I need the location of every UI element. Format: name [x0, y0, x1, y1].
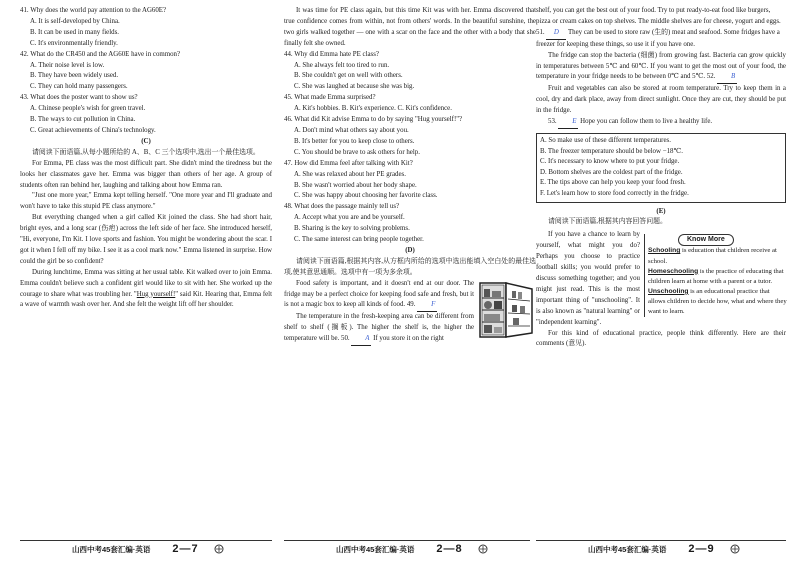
- box-option-c: C. It's necessary to know where to put your fridge.: [540, 158, 680, 166]
- publisher-logo-icon: [469, 544, 497, 554]
- option-44c: C. She was laughed at because she was big.: [294, 83, 415, 91]
- answer-52[interactable]: B: [717, 72, 737, 84]
- footer-title: 山西中考45套汇编·英语: [588, 544, 667, 554]
- footer-title: 山西中考45套汇编·英语: [336, 544, 415, 554]
- option-48c: C. The same interest can bring people together.: [294, 236, 424, 244]
- option-41a: A. It is self-developed by China.: [30, 17, 120, 25]
- para-4-text: During lunchtime, Emma was sitting at her usual table. Kit walked over to join Emma. Emma couldn't believe such a confident girl would like to sit with her. She worked up the courage to share what was troubling her. ": [20, 268, 272, 298]
- answer-50[interactable]: A: [351, 334, 371, 346]
- know-more-box: [644, 234, 788, 317]
- option-46b: B. It's better for you to keep close to others.: [294, 137, 415, 145]
- option-42a: A. Their noise level is low.: [30, 61, 105, 69]
- passage-d-para-4: [536, 51, 786, 85]
- passage-e-para-2: For this kind of educational practice, people think differently. Here are their comments (意见).: [536, 329, 786, 348]
- para-4-text-end: " said Kit. Hearing that, Emma felt a wave of warmth wash over her. And she felt the weight lift off her shoulder.: [20, 290, 273, 309]
- passage-c-para-1: For Emma, PE class was the most difficult part. She didn't mind the tiredness but the looks her classmates gave her. Emma was bigger than others of her age. A group of students often ran behind her, laughing and talking about how Emma ran.: [20, 159, 272, 189]
- section-d-instructions: 请阅读下面语篇,根据其内容,从方框内所给的选项中选出能填入空白处的最佳选项,使其意思通顺。选项中有一项为多余项。: [284, 257, 536, 276]
- passage-d-text-3b: They can be used to store raw (生的) meat and seafood. Some fridges have a freezer for keeping these things, so use it if you have one.: [536, 28, 780, 48]
- answer-53[interactable]: E: [558, 117, 578, 129]
- box-option-f: F. Let's learn how to store food correctly in the fridge.: [540, 189, 689, 197]
- column-left: [20, 6, 272, 311]
- box-option-e: E. The tips above can help you keep your food fresh.: [540, 179, 686, 187]
- column-middle: [284, 6, 536, 346]
- box-option-b: B. The freezer temperature should be below −18℃.: [540, 147, 683, 155]
- question-45: 45. What made Emma surprised?: [284, 94, 376, 102]
- term-unschooling-def: is an educational practice that allows children to decide how, what and where they want to learn.: [648, 287, 787, 315]
- passage-d-text-1: Food safety is important, and it doesn't end at our door. The fridge may be a perfect choice for keeping food safe and fresh, but it is not a magic box to keep all kinds of food. 49.: [284, 279, 474, 309]
- term-schooling-label: Schooling: [648, 247, 681, 255]
- passage-d-text-2: The temperature in the fresh-keeping area can be different from shelf to shelf (搁板). The higher the shelf is, the higher the temperature will be. 50.: [284, 313, 474, 343]
- option-41b: B. It can be used in many fields.: [30, 28, 119, 36]
- question-43: 43. What does the poster want to show us?: [20, 94, 138, 102]
- question-42: 42. What do the CR450 and the AG60E have in common?: [20, 50, 181, 58]
- box-option-d: D. Bottom shelves are the coldest part of the fridge.: [540, 168, 683, 176]
- question-48: 48. What does the passage mainly tell us?: [284, 203, 400, 211]
- answer-51[interactable]: D: [546, 28, 566, 40]
- passage-e-para-1: If you have a chance to learn by yourself, what might you do? Perhaps you choose to practice football skills; you would prefer to discuss something together; and you might just read. This is the most important thing of "unschooling". It is also known as "natural learning" or "independent learning".: [536, 231, 640, 326]
- question-44: 44. Why did Emma hate PE class?: [284, 50, 379, 58]
- options-box: [536, 133, 786, 203]
- passage-d-text-4: The fridge can stop the bacteria (细菌) from growing fast. Bacteria can grow quickly in temperatures between 5℃ and 60℃. If you want to get the most out of your food, the temperature in your fridge needs to be between 0℃ and 5℃. 52.: [536, 51, 786, 81]
- option-43a: A. Chinese people's wish for green travel.: [30, 105, 146, 113]
- option-41c: C. It's environmentally friendly.: [30, 39, 118, 47]
- question-46: 46. What did Kit advise Emma to do by saying "Hug yourself!"?: [284, 116, 463, 124]
- option-47b: B. She wasn't worried about her body shape.: [294, 181, 417, 189]
- passage-d-para-5: Fruit and vegetables can also be stored at room temperature. Try to keep them in a cool, dry and dark place, away from direct sunlight. Once they are cut, they should be put in the fridge.: [536, 85, 786, 115]
- passage-c-para-4: [20, 268, 272, 312]
- publisher-logo-icon: [721, 544, 749, 554]
- section-e-heading: (E): [656, 207, 666, 215]
- footer-page-number: 2—9: [688, 543, 715, 555]
- passage-c-para-5: It was time for PE class again, but this time Kit was with her. Emma discovered that true confidence comes from within, not from others' words. In the beautiful sunshine, the two girls walked together — one with a scar on the face and the other with a body that she finally felt she owned.: [284, 7, 536, 47]
- term-schooling: [648, 246, 788, 266]
- know-more-title: Know More: [678, 234, 734, 246]
- passage-d-text-6: Hope you can follow them to live a healthy life.: [580, 118, 713, 126]
- section-d-heading: (D): [405, 246, 415, 254]
- footer-page-8: [284, 540, 530, 557]
- passage-c-para-3: But everything changed when a girl called Kit joined the class. She had short hair, bright eyes, and a long scar (伤疤) across the left side of her face. She introduced herself, "Hi, everyone, I'm Kit. I love sports and fashion. You might be wondering about the scar. I got it when I fell off my bike. I see it as a cool mark now." Emma listened in surprise. How could the girl be so confident?: [20, 214, 272, 265]
- column-right: [536, 6, 786, 350]
- footer-page-number: 2—8: [436, 543, 463, 555]
- term-homeschooling-def: is the practice of educating that children learn at home with a parent or a tutor.: [648, 267, 784, 285]
- footer-page-number: 2—7: [172, 543, 199, 555]
- option-48b: B. Sharing is the key to solving problems.: [294, 225, 410, 233]
- option-47a: A. She was relaxed about her PE grades.: [294, 170, 406, 178]
- option-42c: C. They can hold many passengers.: [30, 83, 128, 91]
- section-c-instructions: 请阅读下面语篇,从每小题所给的 A、B、C 三个选项中,选出一个最佳选项。: [32, 148, 260, 156]
- options-45: A. Kit's hobbies. B. Kit's experience. C. Kit's confidence.: [294, 105, 452, 113]
- term-homeschooling: [648, 267, 788, 287]
- footer-page-7: [20, 540, 272, 557]
- q53-number: 53.: [548, 118, 557, 126]
- term-unschooling: [648, 287, 788, 317]
- option-48a: A. Accept what you are and be yourself.: [294, 214, 405, 222]
- term-schooling-def: is education that children receive at school.: [648, 247, 777, 265]
- passage-d-text-3: shelf, you can get the best out of your food. Try to put ready-to-eat food like burgers, pizza or cream cakes on top shelves. The middle shelves are for cheese, yogurt and eggs. 51.: [536, 7, 781, 36]
- passage-d-para-1: [284, 279, 536, 313]
- section-e-instructions: 请阅读下面语篇,根据其内容回答问题。: [548, 218, 667, 226]
- term-unschooling-label: Unschooling: [648, 287, 689, 295]
- publisher-logo-icon: [205, 544, 233, 554]
- answer-49[interactable]: F: [417, 300, 437, 312]
- option-44b: B. She couldn't get on well with others.: [294, 72, 403, 80]
- passage-d-text-2b: If you store it on the right: [373, 335, 444, 343]
- box-option-a: A. So make use of these different temperatures.: [540, 136, 671, 144]
- passage-c-para-2: "Just one more year," Emma kept telling herself. "One more year and I'll graduate and won't have to take this stupid PE class anymore.": [20, 192, 272, 211]
- passage-e-block: [536, 230, 786, 328]
- passage-d-para-6: [536, 117, 786, 129]
- option-46a: A. Don't mind what others say about you.: [294, 126, 409, 134]
- fridge-illustration: [478, 281, 536, 339]
- footer-page-9: [536, 540, 786, 557]
- question-41: 41. Why does the world pay attention to the AG60E?: [20, 7, 167, 14]
- section-c-heading: (C): [141, 137, 151, 145]
- footer-title: 山西中考45套汇编·英语: [72, 544, 151, 554]
- question-47: 47. How did Emma feel after talking with Kit?: [284, 159, 413, 167]
- option-46c: C. You should be brave to ask others for help.: [294, 148, 420, 156]
- option-43b: B. The ways to cut pollution in China.: [30, 116, 136, 124]
- option-44a: A. She always felt too tired to run.: [294, 61, 390, 69]
- option-43c: C. Great achievements of China's technology.: [30, 126, 156, 134]
- underlined-phrase: Hug yourself!: [136, 290, 176, 298]
- passage-d-para-3: [536, 6, 786, 51]
- term-homeschooling-label: Homeschooling: [648, 267, 699, 275]
- option-47c: C. She was happy about choosing her favorite class.: [294, 192, 438, 200]
- option-42b: B. They have been widely used.: [30, 72, 119, 80]
